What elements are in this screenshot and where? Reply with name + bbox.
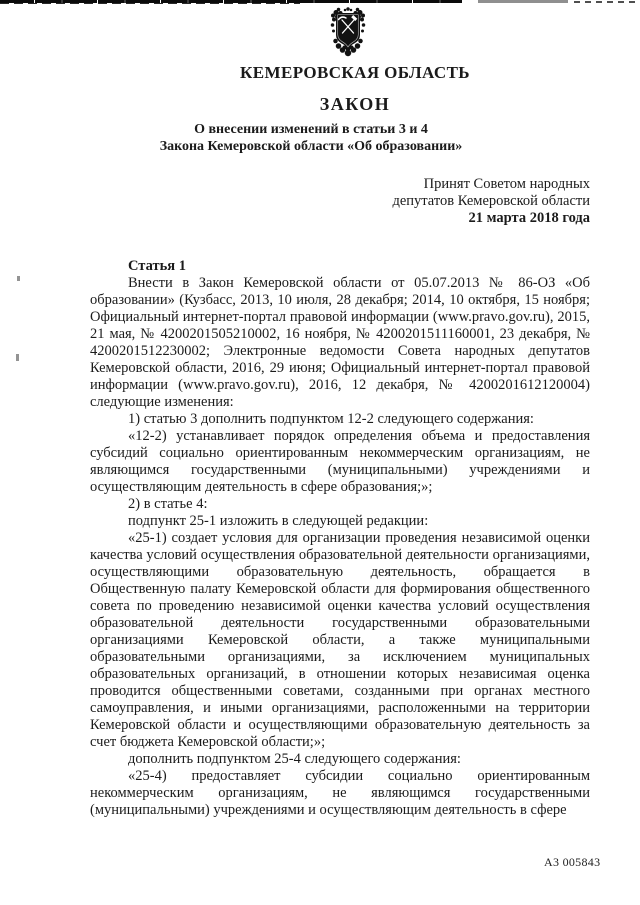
- law-title-line-2: Закона Кемеровской области «Об образовании»: [159, 139, 463, 154]
- article-heading: Статья 1: [128, 258, 186, 274]
- region-name-heading: КЕМЕРОВСКАЯ ОБЛАСТЬ: [240, 63, 470, 82]
- body-paragraph: «12-2) устанавливает порядок определения объема и предоставления субсидий социально ориентированным некоммерческим организациям, не являющимся государственными (муниципальными) учреждениями и осуществляющим деятельность в сфере образования;»;: [90, 428, 590, 495]
- adoption-line-2: депутатов Кемеровской области: [392, 193, 590, 209]
- scan-artifact-top-right: [574, 1, 638, 3]
- law-body: [90, 258, 590, 819]
- scan-speck: [17, 276, 20, 281]
- document-type-heading: ЗАКОН: [319, 94, 391, 114]
- law-title-line-1: О внесении изменений в статьи 3 и 4: [194, 122, 428, 137]
- body-paragraph: дополнить подпунктом 25-4 следующего содержания:: [128, 751, 461, 767]
- body-paragraph: подпункт 25-1 изложить в следующей редакции:: [128, 513, 429, 529]
- scan-artifact-top-gray: [478, 0, 568, 3]
- law-title: [61, 121, 561, 155]
- body-paragraph: «25-4) предоставляет субсидии социально ориентированным некоммерческим организациям, не являющимся государственными (муниципальными) учреждениями и осуществляющим деятельность в сфере: [90, 768, 590, 818]
- adoption-note: [90, 176, 590, 227]
- body-paragraph: «25-1) создает условия для организации проведения независимой оценки качества условий осуществления образовательной деятельности организациями, осуществляющими образовательную деятельность, обращается в Общественную палату Кемеровской области для формирования общественного совета по проведению независимой оценки качества условий осуществления образовательной деятельности государственными образовательными организациями Кемеровской области, а также муниципальными образовательными организациями, за исключением муниципальных образовательных организаций, в отношении которых независимая оценка проводится общественными советами, созданными при органах местного самоуправления, и иными организациями, расположенными на территории Кемеровской области и осуществляющими образовательную деятельность за счет бюджета Кемеровской области;»;: [90, 530, 590, 750]
- body-paragraph: 2) в статье 4:: [128, 496, 208, 512]
- scan-artifact-top-dashes: [0, 3, 300, 4]
- form-number-stamp: А3 005843: [544, 855, 601, 869]
- adoption-line-1: Принят Советом народных: [423, 176, 590, 192]
- kemerovo-coat-of-arms-icon: [329, 7, 367, 59]
- scan-speck: [16, 354, 19, 361]
- body-paragraph: Внести в Закон Кемеровской области от 05.07.2013 № 86-ОЗ «Об образовании» (Кузбасс, 2013, 10 июля, 28 декабря; 2014, 10 октября, 15 ноября; Официальный интернет-портал правовой информации (www.pravo.gov.ru), 2015, 21 мая, № 4200201505210002, 16 ноября, № 4200201511160001, 23 декабря, № 4200201512230002; Электронные ведомости Совета народных депутатов Кемеровской области, 2016, 29 июня; Официальный интернет-портал правовой информации (www.pravo.gov.ru), 2016, 12 декабря, № 4200201612120004) следующие изменения:: [90, 275, 590, 410]
- body-paragraph: 1) статью 3 дополнить подпунктом 12-2 следующего содержания:: [128, 411, 534, 427]
- adoption-date: 21 марта 2018 года: [468, 210, 590, 226]
